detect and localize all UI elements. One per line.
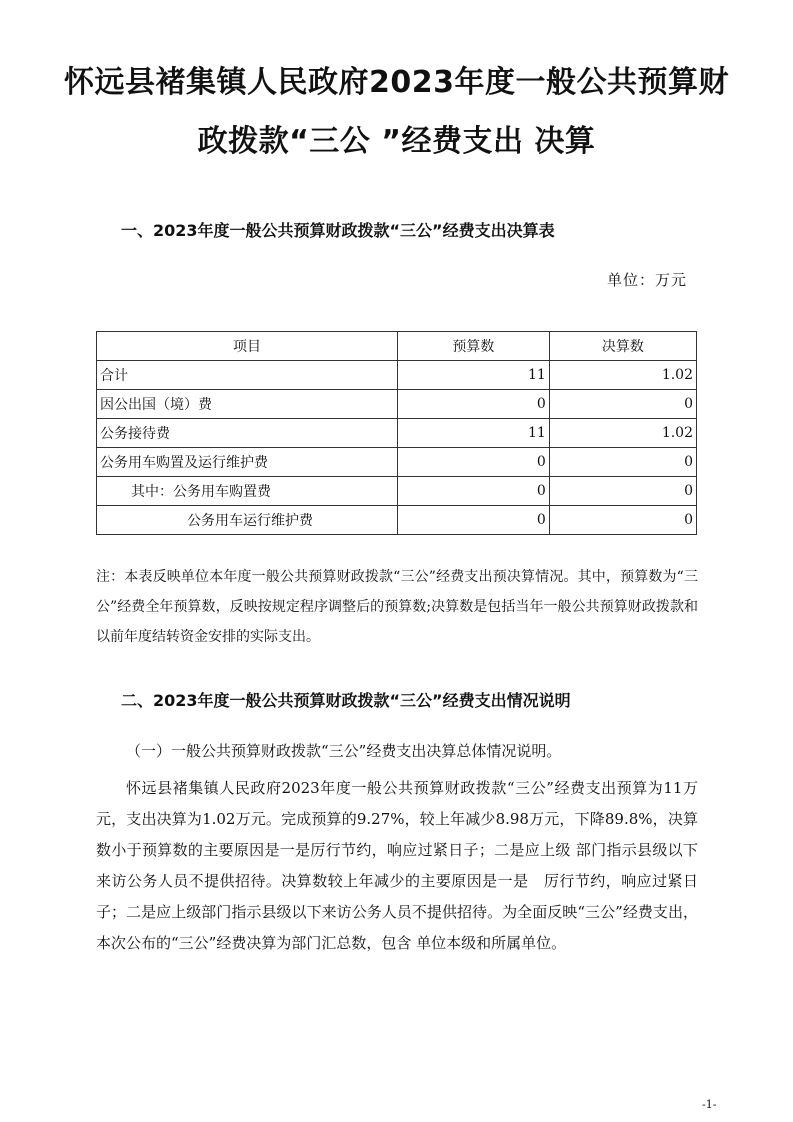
unit-label: 单位：万元 [606,271,687,289]
row-final: 0 [549,390,696,419]
explanation-paragraph: 怀远县褚集镇人民政府2023年度一般公共预算财政拨款“三公”经费支出预算为11万元，支出决算为1.02万元。完成预算的9.27%，较上年减少8.98万元，下降89.8%，决算数小于预算数的主要原因是一是厉行节约，响应过紧日子；二是应上级 部门指示县级以下来访公务人员不提供招待。决算数较上年减少的主要原因是一是 厉行节约，响应过紧日子；二是应上级部门指示县级以下来访公务人员不提供招待。为全面反映“三公”经费支出，本次公布的“三公”经费决算为部门汇总数，包含 单位本级和所属单位。 [96,779,698,952]
row-item: 因公出国（境）费 [97,390,398,419]
table-row [97,419,697,448]
row-final: 0 [549,506,696,535]
row-budget: 0 [398,448,550,477]
document-title-line2: 政拨款“三公 ”经费支出 决算 [197,124,596,159]
table-row [97,390,697,419]
row-item: 公务用车运行维护费 [97,506,398,535]
table-header-row [97,332,697,361]
three-public-expense-table [96,331,697,535]
table-row [97,448,697,477]
table-note: 注：本表反映单位本年度一般公共预算财政拨款“三公”经费支出预决算情况。其中，预算数为“三公”经费全年预算数，反映按规定程序调整后的预算数;决算数是包括当年一般公共预算财政拨款和以前年度结转资金安排的实际支出。 [96,569,698,645]
row-final: 0 [549,477,696,506]
header-item: 项目 [97,332,398,361]
row-item: 其中：公务用车购置费 [97,477,398,506]
row-item: 公务用车购置及运行维护费 [97,448,398,477]
table-row [97,506,697,535]
section2-heading: 二、2023年度一般公共预算财政拨款“三公”经费支出情况说明 [121,691,571,710]
document-title-line1: 怀远县褚集镇人民政府2023年度一般公共预算财 [64,65,729,100]
row-final: 0 [549,448,696,477]
row-final: 1.02 [549,361,696,390]
header-budget: 预算数 [398,332,550,361]
table-row [97,361,697,390]
row-budget: 0 [398,477,550,506]
row-budget: 11 [398,361,550,390]
row-final: 1.02 [549,419,696,448]
section1-heading: 一、2023年度一般公共预算财政拨款“三公”经费支出决算表 [121,221,555,240]
subsection1-heading: （一）一般公共预算财政拨款“三公”经费支出决算总体情况说明。 [126,742,562,760]
row-item: 公务接待费 [97,419,398,448]
header-final: 决算数 [549,332,696,361]
row-budget: 11 [398,419,550,448]
page-number: -1- [702,1098,717,1111]
row-budget: 0 [398,506,550,535]
table-row [97,477,697,506]
row-budget: 0 [398,390,550,419]
row-item: 合计 [97,361,398,390]
